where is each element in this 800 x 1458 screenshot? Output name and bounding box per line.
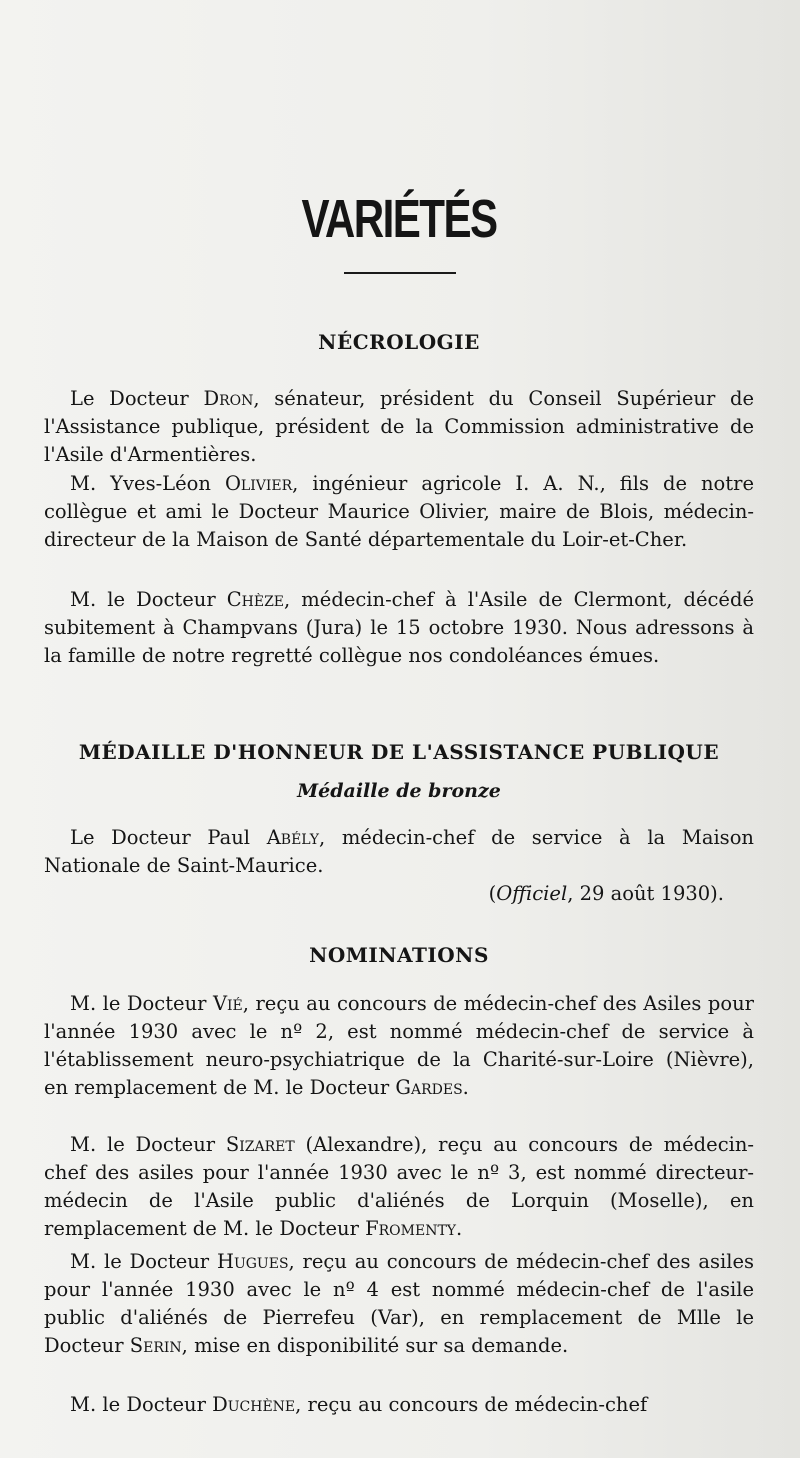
person-name: Abély [266, 826, 319, 849]
necrologie-paragraph-2: M. Yves-Léon Olivier, ingénieur agricole I. A. N., fils de notre collègue et ami le Docteur Maurice Olivier, maire de Blois, médecin-directeur de la Maison de Santé départementale du Loir-et-Cher. [44, 472, 754, 551]
nominations-paragraph-1: M. le Docteur Vié, reçu au concours de médecin-chef des Asiles pour l'année 1930 avec le nº 2, est nommé médecin-chef de service à l'établissement neuro-psychiatrique de la Charité-sur-Loire (Nièvre), en remplacement de M. le Docteur Gardes. [44, 992, 754, 1099]
nominations-heading: NOMINATIONS [309, 943, 489, 967]
person-name: Gardes [395, 1076, 463, 1099]
title-rule [344, 272, 456, 274]
necrologie-paragraph-3: M. le Docteur Chèze, médecin-chef à l'Asile de Clermont, décédé subitement à Champvans (Jura) le 15 octobre 1930. Nous adressons à la famille de notre regretté collègue nos condoléances émues. [44, 588, 754, 667]
person-name: Dron [203, 387, 254, 410]
medaille-heading: MÉDAILLE D'HONNEUR DE L'ASSISTANCE PUBLIQUE [78, 740, 720, 764]
person-name: Fromenty [365, 1217, 457, 1240]
person-name: Sizaret [225, 1133, 295, 1156]
page-title: VARIÉTÉS [301, 189, 497, 249]
necrologie-paragraph-1: Le Docteur Dron, sénateur, président du Conseil Supérieur de l'Assistance publique, président de la Commission administrative de l'Asile d'Armentières. [44, 387, 754, 466]
nominations-paragraph-2: M. le Docteur Sizaret (Alexandre), reçu au concours de médecin-chef des asiles pour l'année 1930 avec le nº 3, est nommé directeur-médecin de l'Asile public d'aliénés de Lorquin (Moselle), en remplacement de M. le Docteur Fromenty. [44, 1133, 755, 1240]
medaille-subheading: Médaille de bronze [297, 780, 501, 802]
person-name: Duchène [212, 1393, 296, 1416]
source-citation: (Officiel, 29 août 1930). [488, 882, 724, 905]
nominations-paragraph-3: M. le Docteur Hugues, reçu au concours de médecin-chef des asiles pour l'année 1930 avec le nº 4 est nommé médecin-chef de l'asile public d'aliénés de Pierrefeu (Var), en remplacement de Mlle le Docteur Serin, mise en disponibilité sur sa demande. [44, 1250, 755, 1357]
person-name: Olivier [224, 472, 293, 495]
medaille-paragraph-1: Le Docteur Paul Abély, médecin-chef de service à la Maison Nationale de Saint-Maurice. [44, 826, 754, 877]
person-name: Hugues [216, 1250, 289, 1273]
person-name: Vié [212, 992, 243, 1015]
necrologie-heading: NÉCROLOGIE [318, 330, 480, 354]
nominations-paragraph-4: M. le Docteur Duchène, reçu au concours de médecin-chef [70, 1393, 648, 1416]
person-name: Serin [129, 1334, 182, 1357]
publication-name: Officiel [496, 882, 568, 905]
person-name: Chèze [226, 588, 285, 611]
